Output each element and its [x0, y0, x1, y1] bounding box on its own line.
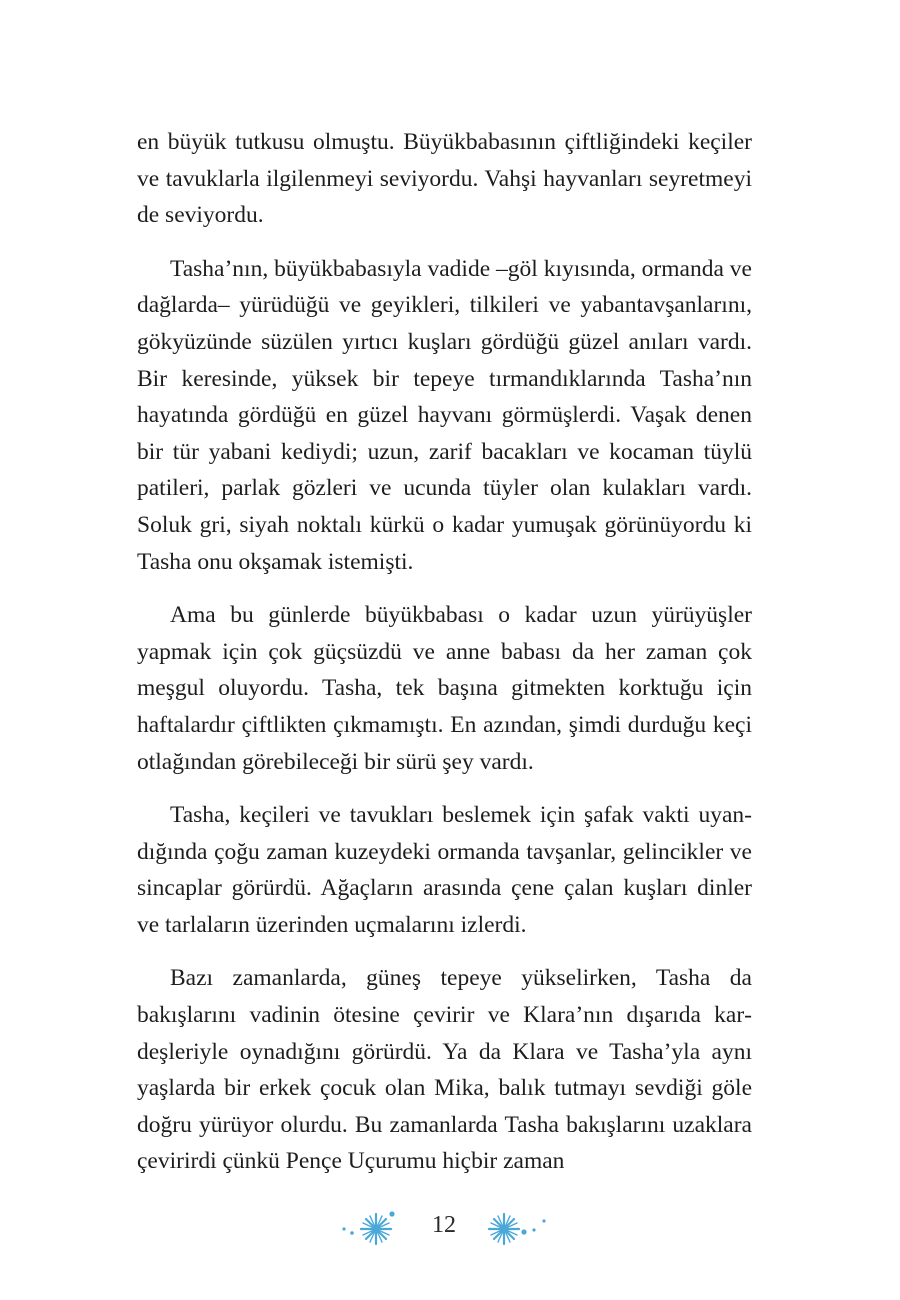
page-number: 12: [432, 1212, 456, 1238]
paragraph-4: Tasha, keçileri ve tavukları beslemek için şafak vakti uyandığında çoğu zaman kuzeydeki ormanda tavşanlar, gelincikler ve sincaplar görürdü. Ağaçların arasında çene çalan kuşları dinler ve tarlaların üzerinden uçmalarını izlerdi.: [137, 802, 752, 938]
sparkle-star-icon: [336, 1208, 406, 1248]
paragraph-1: en büyük tutkusu olmuştu. Büyükbabasının çiftliğindeki keçiler ve tavuklarla ilgilenmeyi seviyordu. Vahşi hayvanları seyretmeyi de seviyordu.: [137, 129, 752, 229]
page-footer: [0, 1208, 900, 1248]
paragraph-5: Bazı zamanlarda, güneş tepeye yükselirken, Tasha da bakışlarını vadinin ötesine çevirir ve Klara’nın dışarıda kardeşleriyle oynadığını görürdü. Ya da Klara ve Tasha’yla aynı yaşlarda bir erkek çocuk olan Mika, balık tutmayı sevdiği göle doğru yürüyor olurdu. Bu zamanlarda Tasha bakışlarını uzaklara çevirirdi çünkü Pençe Uçurumu hiçbir zaman: [137, 965, 752, 1175]
body-text: [137, 124, 752, 1180]
sparkle-star-icon: [488, 1208, 558, 1248]
paragraph-3: Ama bu günlerde büyükbabası o kadar uzun yürüyüşler yapmak için çok güçsüzdü ve anne babası da her zaman çok meşgul oluyordu. Tasha, tek başına gitmekten korktuğu için haftalardır çiftlikten çıkmamıştı. En azından, şimdi durduğu keçi otlağından görebileceği bir sürü şey vardı.: [137, 602, 752, 775]
paragraph-2: Tasha’nın, büyükbabasıyla vadide –göl kıyısında, ormanda ve dağlarda– yürüdüğü ve geyikleri, tilkileri ve yabantavşanlarını, gökyüzünde süzülen yırtıcı kuşları gördüğü güzel anıları vardı. Bir keresinde, yüksek bir tepeye tırmandıklarında Tasha’nın hayatında gördüğü en güzel hayvanı görmüşlerdi. Vaşak denen bir tür yabani kediydi; uzun, zarif bacakları ve kocaman tüylü patileri, parlak gözleri ve ucunda tüyler olan kulakları vardı. Soluk gri, siyah noktalı kürkü o kadar yumuşak görünüyordu ki Tasha onu okşamak istemişti.: [137, 255, 752, 575]
